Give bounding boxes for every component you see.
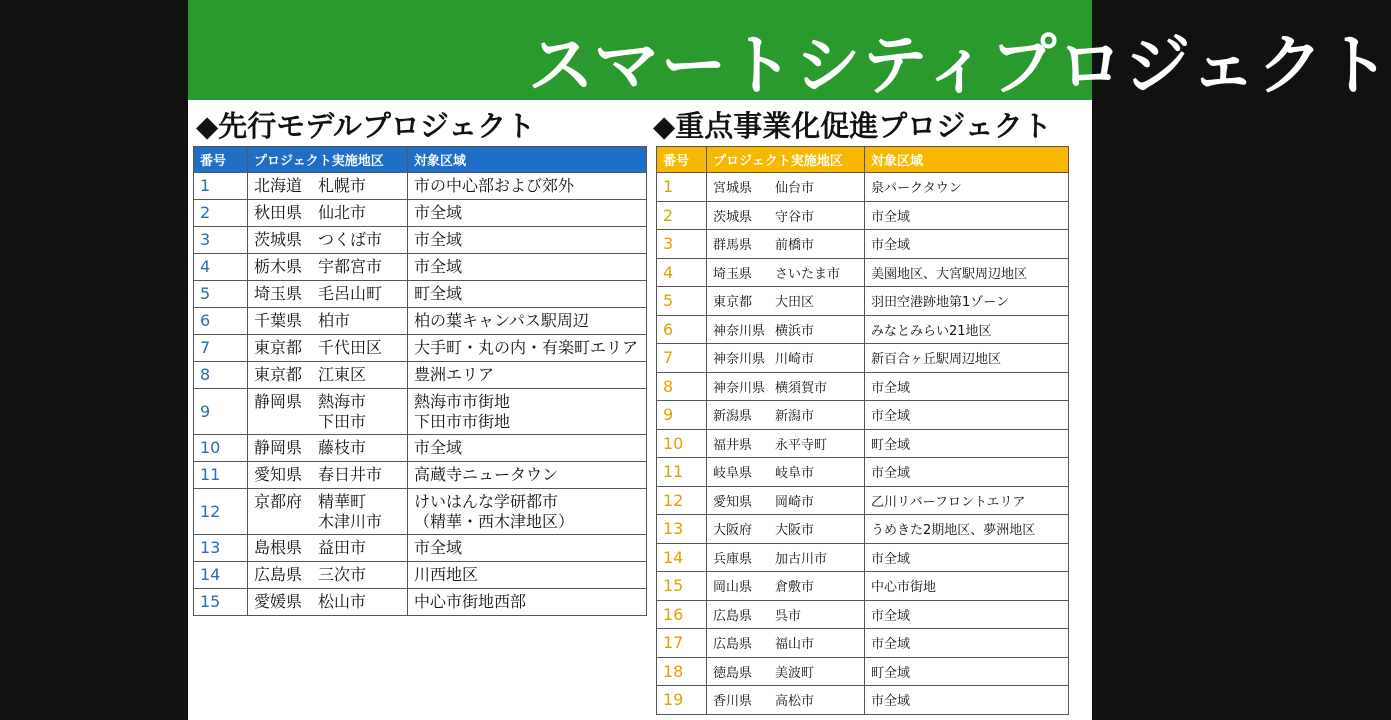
prefecture: 神奈川県 xyxy=(713,323,766,339)
district-cell xyxy=(707,657,865,686)
prefecture: 神奈川県 xyxy=(713,352,766,368)
target-area: 大手町・丸の内・有楽町エリア xyxy=(414,338,639,357)
municipality: 倉敷市 xyxy=(775,580,815,596)
target-area-cell xyxy=(865,372,1069,401)
table-row xyxy=(657,173,1069,202)
table-row xyxy=(194,362,647,389)
municipality: 前橋市 xyxy=(775,238,815,254)
target-area: 市全域 xyxy=(871,209,911,225)
target-area-cell xyxy=(865,629,1069,658)
prefecture: 兵庫県 xyxy=(713,551,753,567)
district-cell xyxy=(248,462,408,489)
district-cell xyxy=(248,489,408,535)
row-number: 6 xyxy=(657,315,707,344)
table-row xyxy=(657,629,1069,658)
target-area: 高蔵寺ニュータウン xyxy=(414,465,559,484)
target-area-cell xyxy=(865,600,1069,629)
row-number: 17 xyxy=(657,629,707,658)
row-number: 7 xyxy=(657,344,707,373)
table-row xyxy=(657,372,1069,401)
target-area: 町全域 xyxy=(871,665,911,681)
target-area-cell xyxy=(408,362,647,389)
prefecture: 広島県 xyxy=(713,637,753,653)
row-number: 9 xyxy=(194,389,248,435)
target-area-cell xyxy=(865,315,1069,344)
target-area-cell xyxy=(865,173,1069,202)
table-row xyxy=(657,600,1069,629)
municipality: 福山市 xyxy=(775,637,815,653)
target-area-cell xyxy=(865,401,1069,430)
table-row xyxy=(194,308,647,335)
target-area-cell xyxy=(865,686,1069,715)
table-row xyxy=(657,230,1069,259)
municipality: さいたま市 xyxy=(775,266,841,282)
district-cell xyxy=(248,389,408,435)
target-area: 乙川リバーフロントエリア xyxy=(871,494,1026,510)
table-row xyxy=(194,589,647,616)
target-area: 市全域 xyxy=(414,257,463,276)
target-area: 川西地区 xyxy=(414,565,479,584)
target-area-cell xyxy=(408,535,647,562)
table-row xyxy=(194,435,647,462)
municipality: 藤枝市 xyxy=(318,438,367,457)
table-row xyxy=(657,315,1069,344)
municipality: 大阪市 xyxy=(775,523,815,539)
prefecture: 千葉県 xyxy=(254,311,303,330)
table-row xyxy=(194,389,647,435)
target-area: 市の中心部および郊外 xyxy=(414,176,575,195)
district-cell xyxy=(248,308,408,335)
target-area: 市全域 xyxy=(414,230,463,249)
district-cell xyxy=(248,254,408,281)
row-number: 18 xyxy=(657,657,707,686)
district-cell xyxy=(248,435,408,462)
table-row xyxy=(657,287,1069,316)
municipality: 精華町 xyxy=(318,491,367,511)
municipality: 横須賀市 xyxy=(775,380,828,396)
row-number: 7 xyxy=(194,335,248,362)
target-area-cell xyxy=(408,281,647,308)
prefecture: 東京都 xyxy=(713,295,753,311)
target-area-cell xyxy=(865,458,1069,487)
target-area: うめきた2期地区、夢洲地区 xyxy=(871,523,1036,539)
prefecture: 岡山県 xyxy=(713,580,753,596)
prefecture: 大阪府 xyxy=(713,523,753,539)
target-area-cell xyxy=(865,201,1069,230)
prefecture: 愛知県 xyxy=(254,465,303,484)
table-row xyxy=(657,458,1069,487)
table-row xyxy=(194,489,647,535)
district-cell xyxy=(707,201,865,230)
row-number: 11 xyxy=(194,462,248,489)
district-cell xyxy=(248,173,408,200)
target-area: 市全域 xyxy=(871,409,911,425)
table-row xyxy=(194,335,647,362)
municipality: 永平寺町 xyxy=(775,437,828,453)
district-cell xyxy=(248,535,408,562)
table-row xyxy=(194,462,647,489)
table-row xyxy=(657,657,1069,686)
municipality: 岐阜市 xyxy=(775,466,815,482)
header-district: プロジェクト実施地区 xyxy=(248,147,408,173)
prefecture: 栃木県 xyxy=(254,257,303,276)
target-area: 新百合ヶ丘駅周辺地区 xyxy=(871,352,1002,368)
row-number: 2 xyxy=(194,200,248,227)
row-number: 2 xyxy=(657,201,707,230)
district-cell xyxy=(248,562,408,589)
target-area-cell xyxy=(408,227,647,254)
target-area-cell xyxy=(408,462,647,489)
target-area: 下田市市街地 xyxy=(414,411,511,431)
target-area-cell xyxy=(408,589,647,616)
row-number: 10 xyxy=(657,429,707,458)
district-cell xyxy=(248,227,408,254)
municipality: 江東区 xyxy=(318,365,367,384)
table-header-row xyxy=(657,147,1069,173)
district-cell xyxy=(707,315,865,344)
row-number: 12 xyxy=(194,489,248,535)
pilot-model-table xyxy=(193,146,647,616)
district-cell xyxy=(707,458,865,487)
target-area: 市全域 xyxy=(871,551,911,567)
row-number: 8 xyxy=(194,362,248,389)
district-cell xyxy=(707,344,865,373)
district-cell xyxy=(707,401,865,430)
table-row xyxy=(657,401,1069,430)
target-area: 中心市街地西部 xyxy=(414,592,527,611)
target-area-cell xyxy=(865,543,1069,572)
municipality: 仙台市 xyxy=(775,181,815,197)
row-number: 1 xyxy=(657,173,707,202)
district-cell xyxy=(707,543,865,572)
target-area: 市全域 xyxy=(871,466,911,482)
target-area: 柏の葉キャンパス駅周辺 xyxy=(414,311,589,330)
row-number: 4 xyxy=(194,254,248,281)
target-area-cell xyxy=(865,230,1069,259)
municipality: 横浜市 xyxy=(775,323,815,339)
table-row xyxy=(657,201,1069,230)
banner-title: スマートシティプロジェクト xyxy=(528,27,1391,104)
municipality: 千代田区 xyxy=(318,338,383,357)
prefecture: 東京都 xyxy=(254,338,303,357)
district-cell xyxy=(707,486,865,515)
target-area: 市全域 xyxy=(871,694,911,710)
municipality: 岡崎市 xyxy=(775,494,815,510)
district-cell xyxy=(707,258,865,287)
header-district: プロジェクト実施地区 xyxy=(707,147,865,173)
target-area: 美園地区、大宮駅周辺地区 xyxy=(871,266,1028,282)
prefecture: 愛知県 xyxy=(713,494,753,510)
municipality: 益田市 xyxy=(318,538,367,557)
target-area-cell xyxy=(865,287,1069,316)
target-area: 市全域 xyxy=(414,438,463,457)
row-number: 15 xyxy=(657,572,707,601)
row-number: 14 xyxy=(194,562,248,589)
table-row xyxy=(194,535,647,562)
prefecture: 秋田県 xyxy=(254,203,303,222)
table-row xyxy=(657,543,1069,572)
district-cell xyxy=(248,362,408,389)
row-number: 8 xyxy=(657,372,707,401)
row-number: 6 xyxy=(194,308,248,335)
row-number: 11 xyxy=(657,458,707,487)
target-area-cell xyxy=(865,515,1069,544)
prefecture: 埼玉県 xyxy=(254,284,303,303)
target-area: 熱海市市街地 xyxy=(414,391,511,411)
left-section-heading: ◆先行モデルプロジェクト xyxy=(196,109,536,143)
prefecture: 京都府 xyxy=(254,491,303,511)
district-cell xyxy=(707,515,865,544)
target-area-cell xyxy=(865,486,1069,515)
district-cell xyxy=(707,629,865,658)
row-number: 15 xyxy=(194,589,248,616)
target-area-cell xyxy=(408,489,647,535)
district-cell xyxy=(248,281,408,308)
target-area-cell xyxy=(408,435,647,462)
table-row xyxy=(657,686,1069,715)
row-number: 14 xyxy=(657,543,707,572)
district-cell xyxy=(707,287,865,316)
table-row xyxy=(194,562,647,589)
header-area: 対象区域 xyxy=(408,147,647,173)
municipality: 新潟市 xyxy=(775,409,815,425)
district-cell xyxy=(707,173,865,202)
target-area: （精華・西木津地区） xyxy=(414,511,575,531)
table-row xyxy=(657,344,1069,373)
municipality: 守谷市 xyxy=(775,209,815,225)
municipality: 宇都宮市 xyxy=(318,257,383,276)
target-area-cell xyxy=(865,572,1069,601)
district-cell xyxy=(707,429,865,458)
prefecture: 香川県 xyxy=(713,694,753,710)
row-number: 12 xyxy=(657,486,707,515)
municipality: つくば市 xyxy=(318,230,383,249)
table-header-row xyxy=(194,147,647,173)
target-area: 町全域 xyxy=(871,437,911,453)
target-area-cell xyxy=(408,173,647,200)
prefecture: 福井県 xyxy=(713,437,753,453)
prefecture: 新潟県 xyxy=(713,409,753,425)
row-number: 3 xyxy=(194,227,248,254)
table-row xyxy=(657,572,1069,601)
district-cell xyxy=(248,200,408,227)
target-area: 市全域 xyxy=(871,238,911,254)
row-number: 5 xyxy=(194,281,248,308)
municipality: 毛呂山町 xyxy=(318,284,383,303)
row-number: 10 xyxy=(194,435,248,462)
district-cell xyxy=(707,572,865,601)
target-area-cell xyxy=(408,200,647,227)
target-area: 豊洲エリア xyxy=(414,365,495,384)
prefecture: 神奈川県 xyxy=(713,380,766,396)
district-cell xyxy=(707,686,865,715)
municipality: 加古川市 xyxy=(775,551,828,567)
prefecture: 東京都 xyxy=(254,365,303,384)
prefecture: 静岡県 xyxy=(254,438,303,457)
header-number: 番号 xyxy=(194,147,248,173)
prefecture: 静岡県 xyxy=(254,391,303,411)
target-area-cell xyxy=(865,657,1069,686)
table-row xyxy=(194,200,647,227)
municipality: 下田市 xyxy=(318,411,367,431)
table-row xyxy=(194,227,647,254)
table-row xyxy=(657,515,1069,544)
table-row xyxy=(657,429,1069,458)
prefecture: 岐阜県 xyxy=(713,466,753,482)
target-area: 羽田空港跡地第1ゾーン xyxy=(871,295,1010,311)
prefecture: 群馬県 xyxy=(713,238,753,254)
district-cell xyxy=(707,600,865,629)
target-area: 市全域 xyxy=(414,538,463,557)
municipality: 川崎市 xyxy=(775,352,815,368)
header-area: 対象区域 xyxy=(865,147,1069,173)
slide xyxy=(188,0,1391,720)
municipality: 熱海市 xyxy=(318,391,367,411)
target-area-cell xyxy=(408,335,647,362)
row-number: 16 xyxy=(657,600,707,629)
prefecture: 埼玉県 xyxy=(713,266,753,282)
municipality: 春日井市 xyxy=(318,465,383,484)
target-area-cell xyxy=(408,389,647,435)
row-number: 1 xyxy=(194,173,248,200)
municipality: 美波町 xyxy=(775,665,815,681)
header-number: 番号 xyxy=(657,147,707,173)
table-row xyxy=(657,486,1069,515)
target-area-cell xyxy=(865,429,1069,458)
municipality: 仙北市 xyxy=(318,203,367,222)
row-number: 3 xyxy=(657,230,707,259)
target-area: みなとみらい21地区 xyxy=(871,323,992,339)
target-area: 市全域 xyxy=(871,380,911,396)
row-number: 4 xyxy=(657,258,707,287)
municipality: 札幌市 xyxy=(318,176,367,195)
priority-project-table xyxy=(656,146,1069,715)
right-section-heading: ◆重点事業化促進プロジェクト xyxy=(653,109,1052,143)
municipality: 高松市 xyxy=(775,694,815,710)
municipality: 呉市 xyxy=(775,608,802,624)
district-cell xyxy=(248,589,408,616)
municipality: 木津川市 xyxy=(318,511,383,531)
row-number: 5 xyxy=(657,287,707,316)
prefecture: 広島県 xyxy=(713,608,753,624)
row-number: 19 xyxy=(657,686,707,715)
municipality: 大田区 xyxy=(775,295,815,311)
target-area-cell xyxy=(865,344,1069,373)
prefecture: 茨城県 xyxy=(713,209,753,225)
target-area: 泉パークタウン xyxy=(871,181,962,197)
target-area: 市全域 xyxy=(871,608,911,624)
target-area-cell xyxy=(408,308,647,335)
table-row xyxy=(657,258,1069,287)
table-row xyxy=(194,173,647,200)
target-area: 市全域 xyxy=(871,637,911,653)
district-cell xyxy=(707,372,865,401)
row-number: 13 xyxy=(657,515,707,544)
district-cell xyxy=(707,230,865,259)
row-number: 9 xyxy=(657,401,707,430)
prefecture: 北海道 xyxy=(254,176,303,195)
prefecture: 徳島県 xyxy=(713,665,753,681)
prefecture: 島根県 xyxy=(254,538,303,557)
prefecture: 茨城県 xyxy=(254,230,303,249)
target-area: 中心市街地 xyxy=(871,580,937,596)
target-area: 市全域 xyxy=(414,203,463,222)
target-area-cell xyxy=(865,258,1069,287)
target-area-cell xyxy=(408,562,647,589)
district-cell xyxy=(248,335,408,362)
municipality: 柏市 xyxy=(318,311,351,330)
target-area: けいはんな学研都市 xyxy=(414,491,559,511)
table-row xyxy=(194,281,647,308)
prefecture: 愛媛県 xyxy=(254,592,303,611)
municipality: 三次市 xyxy=(318,565,367,584)
municipality: 松山市 xyxy=(318,592,367,611)
prefecture: 宮城県 xyxy=(713,181,753,197)
title-banner xyxy=(188,0,1391,104)
target-area: 町全域 xyxy=(414,284,463,303)
target-area-cell xyxy=(408,254,647,281)
prefecture: 広島県 xyxy=(254,565,303,584)
row-number: 13 xyxy=(194,535,248,562)
table-row xyxy=(194,254,647,281)
